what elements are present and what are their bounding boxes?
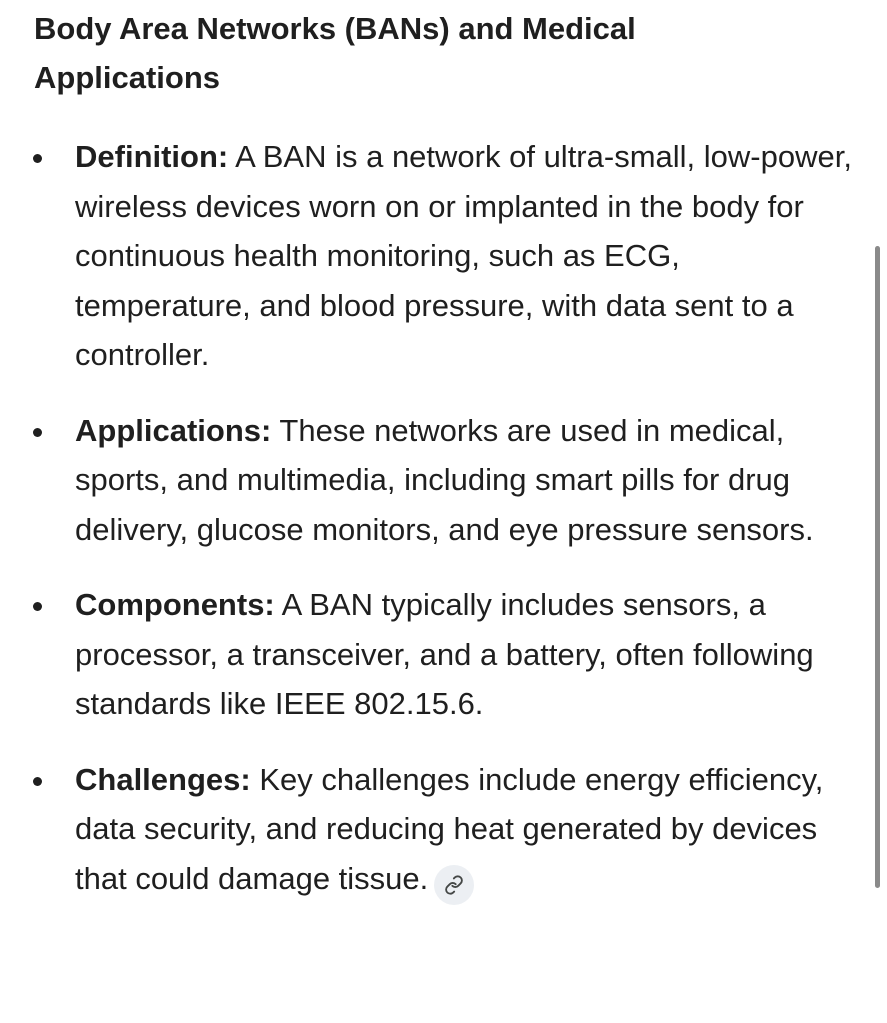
- bullet-text: Key challenges include energy efficiency, data security, and reducing heat generated by devices that could damage tissue.: [75, 761, 824, 896]
- scrollbar[interactable]: [875, 246, 880, 888]
- list-item-definition: [0, 132, 855, 380]
- bullet-text: A BAN is a network of ultra-small, low-power, wireless devices worn on or implanted in the body for continuous health monitoring, such as ECG, temperature, and blood pressure, with data sent to a controller.: [75, 139, 852, 372]
- section-heading: Body Area Networks (BANs) and Medical Applications: [34, 11, 636, 95]
- link-icon: [444, 875, 464, 895]
- bullet-term: Components:: [75, 587, 275, 622]
- bullet-text: These networks are used in medical, sports, and multimedia, including smart pills for drug delivery, glucose monitors, and eye pressure sensors.: [75, 412, 814, 547]
- bullet-term: Definition:: [75, 139, 229, 174]
- bullet-term: Applications:: [75, 412, 272, 448]
- bullet-list: [0, 132, 887, 931]
- source-link-button[interactable]: [434, 865, 474, 905]
- list-item-components: [0, 580, 855, 729]
- bullet-term: Challenges:: [75, 761, 251, 797]
- bullet-text: A BAN typically includes sensors, a processor, a transceiver, and a battery, often following standards like IEEE 802.15.6.: [75, 587, 814, 721]
- list-item-applications: [0, 406, 855, 555]
- list-item-challenges: [0, 755, 855, 905]
